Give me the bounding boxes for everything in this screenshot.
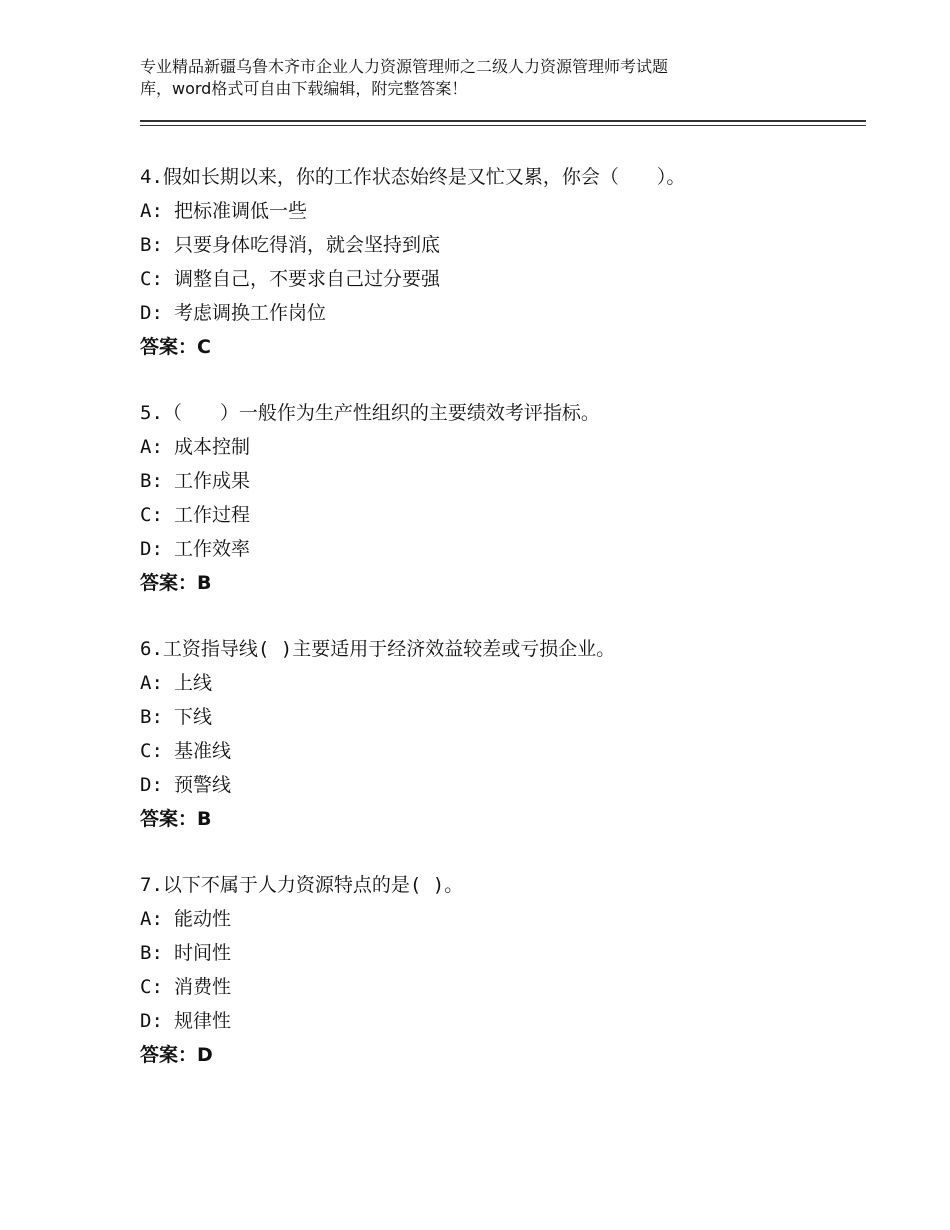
option-text: 调整自己，不要求自己过分要强 [174,268,441,290]
option-letter: A: [140,200,163,222]
option-letter: B: [140,942,163,964]
option-b [140,228,866,262]
option-text: 把标准调低一些 [174,200,308,222]
option-letter: A: [140,436,163,458]
option-text: 工作效率 [174,538,251,560]
option-b [140,464,866,498]
option-text: 工作成果 [174,470,251,492]
question-5 [140,396,866,600]
option-text: 只要身体吃得消，就会坚持到底 [174,234,441,256]
option-d [140,768,866,802]
option-a [140,194,866,228]
document-header [140,56,800,100]
question-7 [140,868,866,1072]
option-d [140,532,866,566]
question-list [140,160,866,1104]
header-line-2: 库，word格式可自由下载编辑，附完整答案！ [140,79,468,98]
option-a [140,666,866,700]
option-text: 基准线 [174,740,232,762]
option-letter: A: [140,908,163,930]
question-6 [140,632,866,836]
option-letter: B: [140,470,163,492]
question-stem: 6.工资指导线( )主要适用于经济效益较差或亏损企业。 [140,638,616,660]
option-letter: D: [140,538,163,560]
option-letter: B: [140,706,163,728]
option-b [140,700,866,734]
option-text: 预警线 [174,774,232,796]
option-text: 能动性 [174,908,232,930]
option-letter: B: [140,234,163,256]
option-d [140,1004,866,1038]
option-text: 时间性 [174,942,232,964]
option-text: 下线 [174,706,213,728]
option-letter: D: [140,302,163,324]
answer-label: 答案：D [140,1044,213,1066]
header-divider-thick [140,120,866,122]
option-letter: D: [140,1010,163,1032]
option-a [140,430,866,464]
answer-label: 答案：B [140,808,212,830]
option-c [140,498,866,532]
question-stem: 4.假如长期以来，你的工作状态始终是又忙又累，你会（ ）。 [140,166,686,188]
question-4 [140,160,866,364]
question-stem: 5.（ ）一般作为生产性组织的主要绩效考评指标。 [140,402,600,424]
option-letter: C: [140,740,163,762]
option-letter: C: [140,268,163,290]
answer-label: 答案：C [140,336,211,358]
option-d [140,296,866,330]
option-text: 成本控制 [174,436,251,458]
option-text: 消费性 [174,976,232,998]
option-letter: D: [140,774,163,796]
option-text: 考虑调换工作岗位 [174,302,327,324]
option-b [140,936,866,970]
option-c [140,262,866,296]
header-divider-thin [140,125,866,126]
option-a [140,902,866,936]
option-c [140,970,866,1004]
header-line-1: 专业精品新疆乌鲁木齐市企业人力资源管理师之二级人力资源管理师考试题 [140,57,669,76]
option-letter: C: [140,504,163,526]
answer-label: 答案：B [140,572,212,594]
option-c [140,734,866,768]
option-text: 规律性 [174,1010,232,1032]
question-stem: 7.以下不属于人力资源特点的是( )。 [140,874,464,896]
option-letter: C: [140,976,163,998]
option-text: 工作过程 [174,504,251,526]
option-letter: A: [140,672,163,694]
option-text: 上线 [174,672,213,694]
